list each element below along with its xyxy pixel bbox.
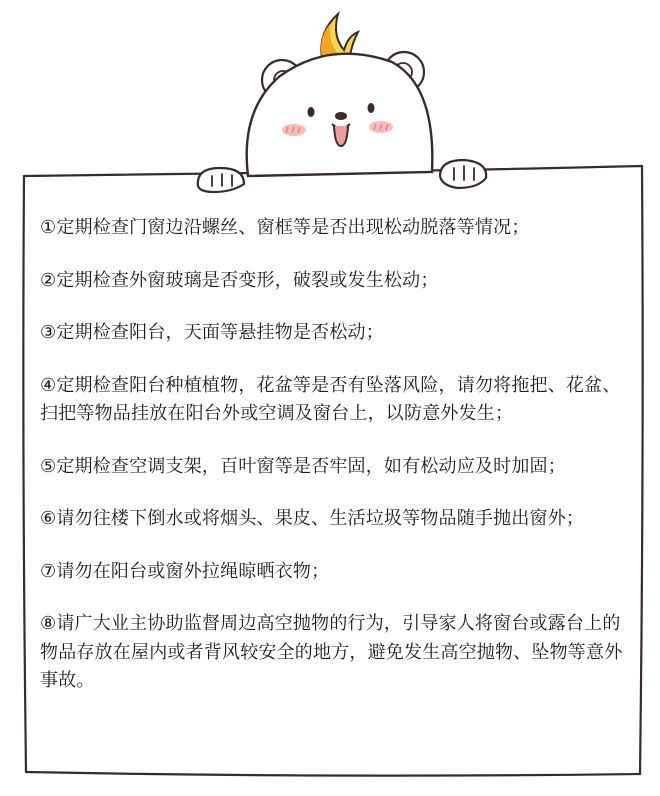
bear-mascot-icon (0, 0, 660, 200)
notice-item-1: ①定期检查门窗边沿螺丝、窗框等是否出现松动脱落等情况； (40, 217, 530, 238)
notice-list (40, 214, 628, 696)
notice-item-6: ⑥请勿往楼下倒水或将烟头、果皮、生活垃圾等物品随手抛出窗外； (40, 508, 585, 529)
notice-item-8: ⑧请广大业主协助监督周边高空抛物的行为，引导家人将窗台或露台上的物品存放在屋内或者背风较安全的地方，避免发生高空抛物、坠物等意外事故。 (40, 613, 623, 691)
notice-item-4: ④定期检查阳台种植植物，花盆等是否有坠落风险，请勿将拖把、花盆、扫把等物品挂放在阳台外或空调及窗台上，以防意外发生； (40, 374, 621, 424)
notice-item-2: ②定期检查外窗玻璃是否变形，破裂或发生松动； (40, 269, 439, 291)
notice-item-5: ⑤定期检查空调支架，百叶窗等是否牢固，如有松动应及时加固； (40, 455, 566, 477)
notice-item-7: ⑦请勿在阳台或窗外拉绳晾晒衣物； (40, 560, 330, 582)
notice-item-3: ③定期检查阳台，天面等悬挂物是否松动； (40, 322, 384, 343)
